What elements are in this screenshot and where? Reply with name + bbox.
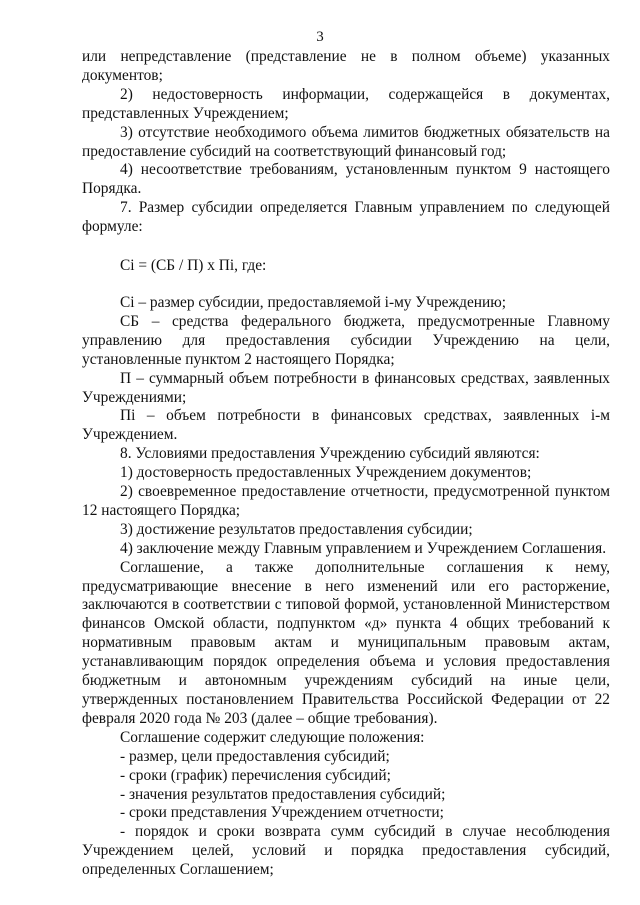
definition-p: П – суммарный объем потребности в финансовых средствах, заявленных Учреждениями; [82, 369, 610, 406]
clause-7: 7. Размер субсидии определяется Главным управлением по следующей формуле: [82, 199, 610, 236]
provision-item: - значения результатов предоставления субсидий; [120, 785, 446, 803]
provision-item: - сроки представления Учреждением отчетности; [120, 804, 444, 822]
definition-pi: Пi – объем потребности в финансовых средствах, заявленных i-м Учреждением. [82, 407, 610, 444]
formula: Ci = (СБ / П) х Пi, где: [120, 257, 267, 275]
definition-sb: СБ – средства федерального бюджета, предусмотренные Главному управлению для предоставления субсидии Учреждению на цели, установленные пунктом 2 настоящего Порядка; [82, 312, 610, 368]
agreement-provisions-intro: Соглашение содержит следующие положения: [120, 728, 425, 746]
condition-2: 2) своевременное предоставление отчетности, предусмотренной пунктом 12 настоящего Порядка; [82, 483, 610, 519]
list-item-3: 3) отсутствие необходимого объема лимитов бюджетных обязательств на предоставление субсидий на соответствующий финансовый год; [82, 123, 610, 160]
list-item-2: 2) недостоверность информации, содержащейся в документах, представленных Учреждением; [82, 85, 610, 122]
condition-1: 1) достоверность предоставленных Учреждением документов; [120, 464, 532, 482]
clause-8: 8. Условиями предоставления Учреждению субсидий являются: [120, 445, 540, 463]
page-number: 3 [316, 29, 324, 45]
definition-ci: Ci – размер субсидии, предоставляемой i-му Учреждению; [120, 293, 507, 311]
paragraph-continuation: или непредставление (представление не в полном объеме) указанных документов; [82, 48, 610, 84]
list-item-4: 4) несоответствие требованиям, установленным пунктом 9 настоящего Порядка. [82, 161, 610, 198]
provision-item: - порядок и сроки возврата сумм субсидий в случае несоблюдения Учреждением целей, условий и порядка предоставления субсидий, определенных Соглашением; [82, 823, 610, 879]
provision-item: - сроки (график) перечисления субсидий; [120, 766, 391, 784]
condition-4: 4) заключение между Главным управлением и Учреждением Соглашения. [120, 539, 607, 557]
document-body [82, 48, 610, 880]
agreement-paragraph: Соглашение, а также дополнительные соглашения к нему, предусматривающие внесение в него изменений или его расторжение, заключаются в соответствии с типовой формой, установленной Министерством финансов Омской области, подпунктом «д» пункта 4 общих требований к нормативным правовым актам и муниципальным правовым актам, устанавливающим порядок определения объема и условия предоставления бюджетным и автономным учреждениям субсидий на иные цели, утвержденных постановлением Правительства Российской Федерации от 22 февраля 2020 года № 203 (далее – общие требования). [82, 558, 610, 727]
provision-item: - размер, цели предоставления субсидий; [120, 747, 390, 765]
condition-3: 3) достижение результатов предоставления субсидии; [120, 520, 473, 538]
